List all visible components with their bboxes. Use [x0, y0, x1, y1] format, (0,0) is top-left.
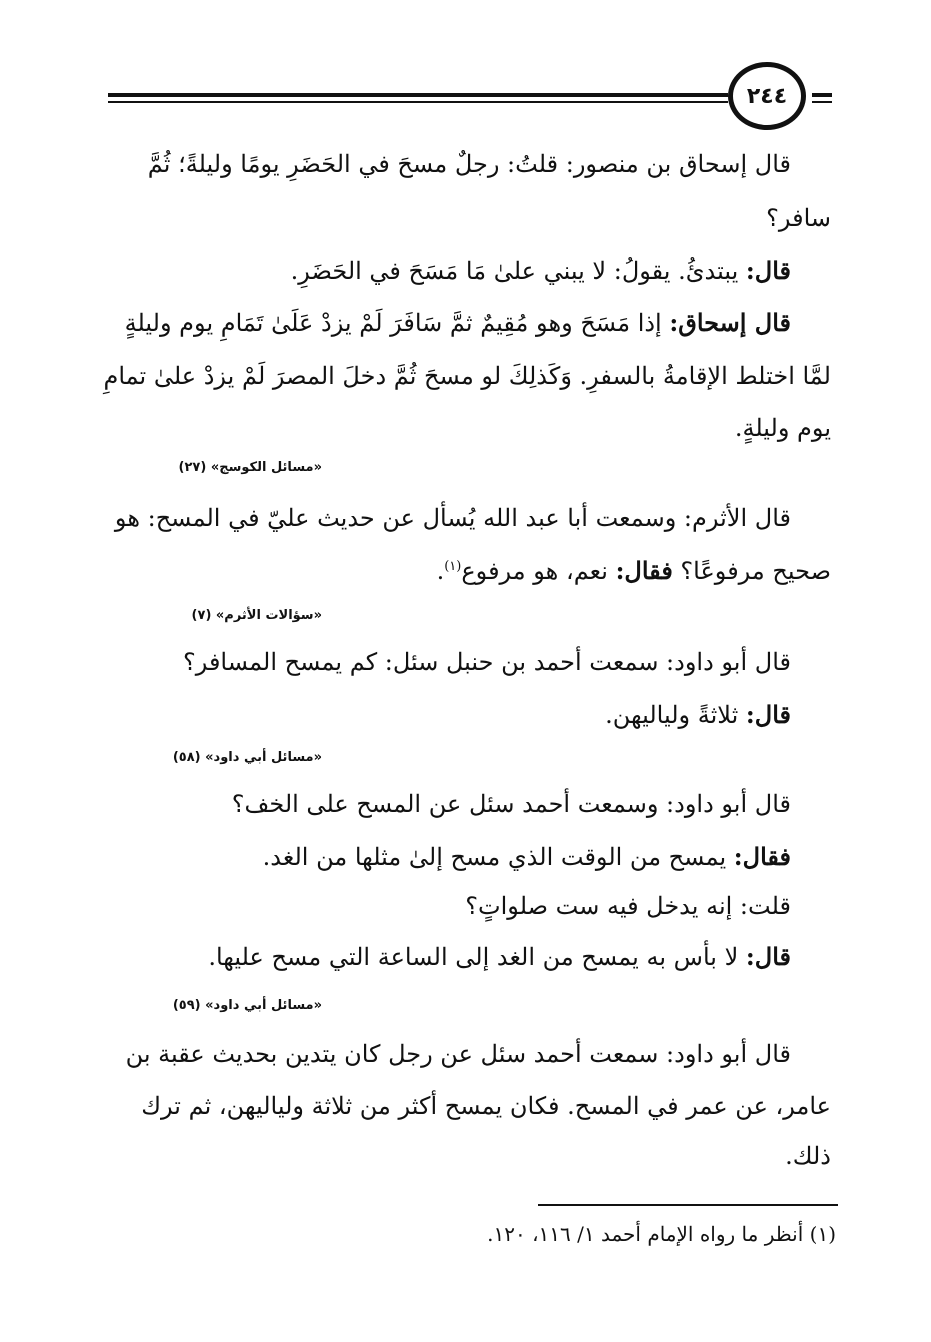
body-text: نعم، هو مرفوع	[461, 557, 616, 585]
body-line: قال أبو داود: سمعت أحمد بن حنبل سئل: كم يمسح المسافر؟	[182, 648, 791, 676]
body-text: ثلاثةً ولياليهن.	[605, 701, 746, 729]
body-text: .	[436, 557, 445, 585]
header-rule-right-thin	[812, 101, 832, 103]
speaker-label: فقال:	[733, 842, 791, 871]
footnote: (١) أنظر ما رواه الإمام أحمد ١/ ١١٦، ١٢٠.	[487, 1222, 836, 1246]
source-citation: «مسائل أبي داود» (٥٨)	[172, 750, 322, 765]
body-line	[108, 842, 791, 871]
footnote-separator	[538, 1204, 838, 1206]
footnote-ref[interactable]: (١)	[444, 559, 462, 574]
body-line	[108, 556, 831, 585]
speaker-label: قال:	[745, 256, 791, 285]
source-citation: «مسائل أبي داود» (٥٩)	[172, 998, 322, 1013]
header-rule-thin	[108, 101, 728, 103]
body-line: يوم وليلةٍ.	[734, 414, 831, 442]
source-citation: «مسائل الكوسج» (٢٧)	[178, 460, 322, 475]
body-line: قال أبو داود: سمعت أحمد سئل عن رجل كان يتدين بحديث عقبة بن	[125, 1040, 791, 1068]
body-line: عامر، عن عمر في المسح. فكان يمسح أكثر من ثلاثة ولياليهن، ثم ترك	[141, 1092, 831, 1120]
speaker-label: فقال:	[615, 556, 673, 585]
speaker-label: قال إسحاق:	[669, 308, 791, 337]
page-number-badge	[728, 62, 806, 130]
source-citation: «سؤالات الأثرم» (٧)	[191, 608, 322, 623]
body-line: قال إسحاق بن منصور: قلتُ: رجلٌ مسحَ في الحَضَرِ يومًا وليلةً؛ ثُمَّ	[147, 150, 791, 178]
body-line: قال الأثرم: وسمعت أبا عبد الله يُسأل عن حديث عليّ في المسح: هو	[114, 504, 791, 532]
body-line	[108, 700, 791, 729]
page-number: ٢٤٤	[746, 83, 788, 109]
speaker-label: قال:	[745, 942, 791, 971]
body-text: يبتدئُ. يقولُ: لا يبني علىٰ مَا مَسَحَ في الحَضَرِ.	[290, 257, 746, 285]
body-line: قال أبو داود: وسمعت أحمد سئل عن المسح على الخف؟	[231, 790, 791, 818]
header-rule-right	[812, 93, 832, 97]
body-line: سافر؟	[766, 204, 831, 232]
body-text: صحيح مرفوعًا؟	[672, 557, 831, 585]
body-line: لمَّا اختلط الإقامةُ بالسفرِ. وَكَذلِكَ لو مسحَ ثُمَّ دخلَ المصرَ لَمْ يزدْ علىٰ تمامِ	[103, 362, 831, 390]
speaker-label: قال:	[745, 700, 791, 729]
body-line	[108, 308, 791, 337]
body-text: لا بأس به يمسح من الغد إلى الساعة التي مسح عليها.	[208, 943, 746, 971]
body-line	[108, 256, 791, 285]
body-text: يمسح من الوقت الذي مسح إلىٰ مثلها من الغد.	[262, 843, 734, 871]
header-rule-thick	[108, 93, 728, 97]
body-line	[108, 942, 791, 971]
body-line: قلت: إنه يدخل فيه ست صلواتٍ؟	[465, 892, 791, 920]
body-text: إذا مَسَحَ وهو مُقِيمٌ ثمَّ سَافَرَ لَمْ يزدْ عَلَىٰ تَمَامِ يوم وليلةٍ	[124, 309, 670, 337]
body-line: ذلك.	[785, 1142, 831, 1170]
